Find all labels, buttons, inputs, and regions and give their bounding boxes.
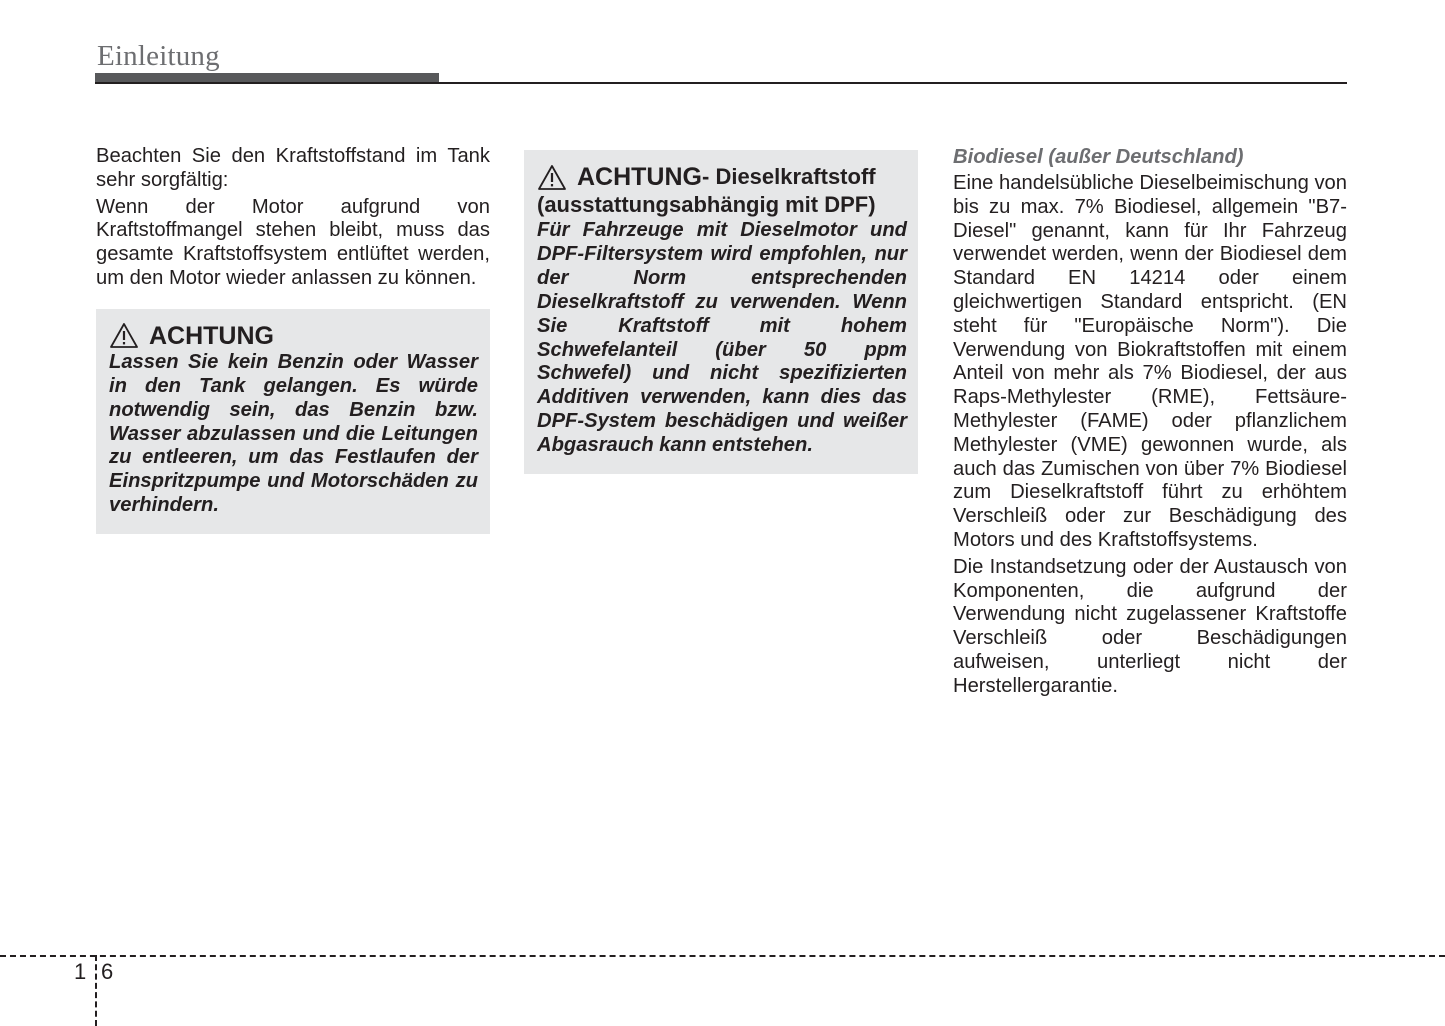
warning-triangle-icon xyxy=(109,322,139,349)
section-heading-biodiesel: Biodiesel (außer Deutschland) xyxy=(953,146,1244,168)
page-title: Einleitung xyxy=(97,40,220,72)
column-2 xyxy=(524,150,918,474)
warning-title-suffix: - Dieselkraftstoff xyxy=(702,164,876,189)
warning-title: ACHTUNG xyxy=(577,163,702,191)
paragraph-fuel-level: Beachten Sie den Kraftstoffstand im Tank sehr sorgfältig: xyxy=(96,145,490,191)
column-3 xyxy=(953,145,1347,702)
warning-box-fuel xyxy=(96,309,490,534)
paragraph-fuel-system-bleed: Wenn der Motor aufgrund von Kraftstoffmangel stehen bleibt, muss das gesamte Kraftstoffsystem entlüftet werden, um den Motor wieder anlassen zu können. xyxy=(96,195,490,289)
warning-box-diesel xyxy=(524,150,918,474)
warning-heading xyxy=(109,321,478,351)
warning-subtitle: (ausstattungsabhängig mit DPF) xyxy=(537,192,876,217)
paragraph-warranty: Die Instandsetzung oder der Austausch von Komponenten, die aufgrund der Verwendung nicht zugelassener Kraftstoffe Verschleiß oder Beschädigungen aufweisen, unterliegt nicht der Herstellergarantie. xyxy=(953,555,1347,697)
page-number: 6 xyxy=(101,959,114,984)
paragraph-biodiesel: Eine handelsübliche Dieselbeimischung von bis zu max. 7% Biodiesel, allgemein "B7-Diesel" genannt, kann für Ihr Fahrzeug verwendet werden, wenn der Biodiesel dem Standard EN 14214 oder einem gleichwertigen Standard entspricht. (EN steht für "Europäische Norm"). Die Verwendung von Biokraftstoffen mit einem Anteil von mehr als 7% Biodiesel, der aus Raps-Methylester (RME), Fettsäure-Methylester (FAME) oder pflanzlichem Methylester (VME) gewonnen wurde, als auch das Zumischen von über 7% Biodiesel zum Dieselkraftstoff führt zu erhöhtem Verschleiß oder zur Beschädigung des Motors und des Kraftstoffsystems. xyxy=(953,172,1347,551)
warning-title: ACHTUNG xyxy=(149,321,274,350)
header-rule xyxy=(95,82,1347,84)
footer-divider xyxy=(95,955,97,1026)
column-1 xyxy=(96,145,490,534)
warning-text: Für Fahrzeuge mit Dieselmotor und DPF-Filtersystem wird empfohlen, nur der Norm entsprechenden Dieselkraftstoff zu verwenden. Wenn Sie Kraftstoff mit hohem Schwefelanteil (über 50 ppm Schwefel) und nicht spezifizierten Additiven verwenden, kann dies das DPF-System beschädigen und weißer Abgasrauch kann entstehen. xyxy=(537,219,907,457)
footer-rule xyxy=(0,955,1445,957)
chapter-number: 1 xyxy=(74,959,87,984)
warning-text: Lassen Sie kein Benzin oder Wasser in den Tank gelangen. Es würde notwendig sein, das Benzin bzw. Wasser abzulassen und die Leitungen zu entleeren, um das Festlaufen der Einspritzpumpe und Motorschäden zu verhindern. xyxy=(109,350,478,517)
warning-triangle-icon xyxy=(537,164,567,191)
warning-heading xyxy=(537,162,907,192)
